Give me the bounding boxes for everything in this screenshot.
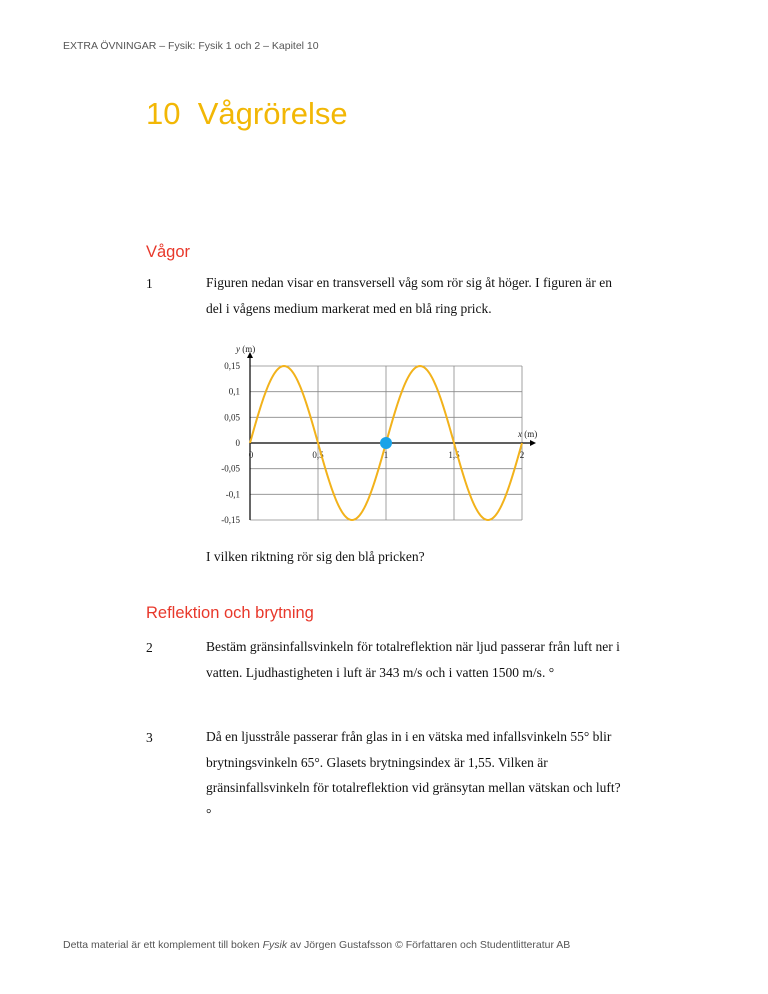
x-axis-arrow <box>530 440 536 446</box>
chapter-number: 10 <box>146 96 181 131</box>
section-heading-reflektion: Reflektion och brytning <box>146 604 314 622</box>
chapter-title <box>146 96 348 132</box>
y-tick-label: -0,15 <box>221 515 240 525</box>
page-footer <box>63 939 570 951</box>
task-number: 1 <box>146 276 153 291</box>
chapter-name: Vågrörelse <box>197 96 348 131</box>
y-tick-label: -0,05 <box>221 463 240 474</box>
x-tick-label: 0 <box>248 450 254 460</box>
task-text: Figuren nedan visar en transversell våg som rör sig åt höger. I figuren är en del i vågens medium markerat med en blå ring prick. <box>206 275 613 316</box>
wave-figure <box>210 340 550 540</box>
y-tick-label: 0 <box>235 438 240 448</box>
y-axis-label: y (m) <box>236 344 256 354</box>
x-tick-label: 1 <box>383 450 389 460</box>
task-text: Då en ljusstråle passerar från glas in i en vätska med infallsvinkeln 55° blir brytningsvinkeln 65°. Glasets brytningsindex är 1,55. Vilken är gränsinfallsvinkeln för totalreflektion vid gränsytan mellan vätskan och luft?° <box>206 729 621 821</box>
x-axis-label: x (m) <box>518 429 538 439</box>
task-text: Bestäm gränsinfallsvinkeln för totalreflektion när ljud passerar från luft ner i vatten. Ljudhastigheten i luft är 343 m/s och i vatten 1500 m/s. ° <box>206 639 620 680</box>
y-tick-label: 0,05 <box>224 412 240 423</box>
footer-book-title: Fysik <box>262 939 288 951</box>
x-tick-label: 1,5 <box>448 450 460 460</box>
page-header: EXTRA ÖVNINGAR – Fysik: Fysik 1 och 2 – Kapitel 10 <box>63 40 319 52</box>
y-tick-label: 0,15 <box>224 361 240 371</box>
x-tick-label: 2 <box>519 450 525 460</box>
wave-chart <box>210 340 550 540</box>
footer-text-before: Detta material är ett komplement till boken <box>63 939 263 951</box>
task-number: 2 <box>146 640 153 655</box>
task-question: I vilken riktning rör sig den blå pricken? <box>206 549 425 564</box>
footer-text-after: av Jörgen Gustafsson © Författaren och Studentlitteratur AB <box>287 939 571 951</box>
section-heading-vagor: Vågor <box>146 243 191 261</box>
y-tick-label: -0,1 <box>225 489 240 500</box>
blue-dot <box>380 437 392 449</box>
x-tick-label: 0,5 <box>312 450 324 460</box>
task-number: 3 <box>146 730 153 745</box>
y-tick-label: 0,1 <box>228 386 240 397</box>
